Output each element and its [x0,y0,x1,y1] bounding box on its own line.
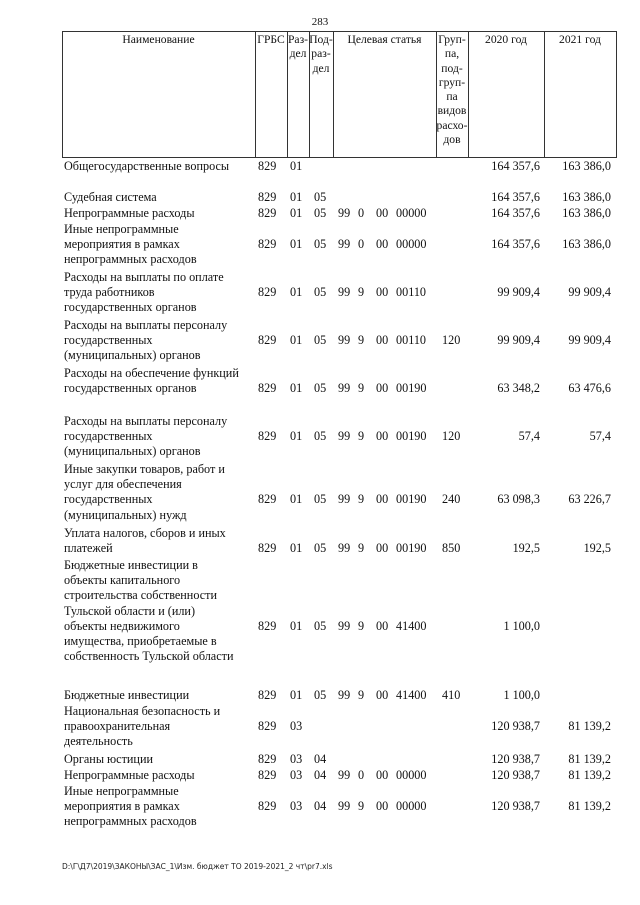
cell-t1: 99 [338,381,351,396]
cell-y2: 81 139,2 [568,768,611,782]
row-name [64,318,264,364]
header-target: Целевая статья [347,33,422,46]
cell-vr: 240 [442,492,461,507]
cell-y2: 163 386,0 [562,159,611,173]
row-name [64,270,264,316]
cell-t2: 9 [358,618,365,633]
row-name-line: государственных органов [64,381,197,396]
row-name [64,462,264,523]
row-name-line: объекты капитального [64,573,181,588]
row-name-line: труда работников [64,285,155,300]
header-name: Наименование [122,33,195,46]
header-podrazdel-line: дел [312,61,330,75]
cell-razd: 01 [290,237,303,252]
cell-t4: 00000 [396,799,427,814]
cell-t4: 00110 [396,333,427,348]
row-name-line: объекты недвижимого [64,618,180,633]
cell-podr: 04 [314,752,327,766]
cell-t2: 0 [358,768,365,782]
cell-podr: 05 [314,381,327,396]
cell-t2: 9 [358,333,365,348]
cell-podr: 05 [314,688,327,702]
cell-t1: 99 [338,285,351,300]
header-year-2021: 2021 год [559,33,601,46]
row-name-line: правоохранительная [64,719,171,734]
cell-t3: 00 [376,688,389,702]
row-name-line: непрограммных расходов [64,252,197,267]
cell-t2: 0 [358,237,365,252]
cell-t3: 00 [376,381,389,396]
cell-grbs: 829 [258,237,277,252]
cell-vr: 120 [442,429,461,444]
cell-t4: 00110 [396,285,427,300]
row-name-line: государственных [64,429,153,444]
row-name-line: непрограммных расходов [64,814,197,829]
cell-razd: 01 [290,492,303,507]
cell-grbs: 829 [258,159,277,173]
cell-razd: 01 [290,159,303,173]
cell-t3: 00 [376,237,389,252]
row-name-line: (муниципальных) органов [64,348,201,363]
row-name-line: мероприятия в рамках [64,799,180,814]
header-grbs: ГРБС [257,33,285,46]
header-group-line: дов [443,133,461,147]
cell-grbs: 829 [258,688,277,702]
row-name-line: Расходы на выплаты по оплате [64,270,224,284]
cell-t3: 00 [376,285,389,300]
header-group-line: па [446,90,458,104]
row-name [64,414,264,460]
row-name-line: Тульской области и (или) [64,603,196,618]
cell-razd: 01 [290,688,303,702]
cell-y1: 164 357,6 [491,190,540,204]
cell-t1: 99 [338,799,351,814]
row-name [64,222,264,268]
cell-podr: 05 [314,206,327,220]
row-name-line: Органы юстиции [64,752,153,766]
cell-t4: 00190 [396,381,427,396]
cell-t3: 00 [376,492,389,507]
header-group [436,33,468,147]
row-name-line: государственных [64,492,153,507]
row-name-line: Иные закупки товаров, работ и [64,462,225,476]
header-group-line: Груп- [438,33,466,46]
cell-t1: 99 [338,333,351,348]
cell-grbs: 829 [258,768,277,782]
cell-y1: 120 938,7 [491,799,540,814]
cell-podr: 05 [314,429,327,444]
row-name-line: Уплата налогов, сборов и иных [64,526,226,540]
cell-t1: 99 [338,429,351,444]
cell-razd: 01 [290,429,303,444]
cell-razd: 01 [290,190,303,204]
cell-y1: 63 348,2 [497,381,540,396]
cell-podr: 05 [314,333,327,348]
cell-t1: 99 [338,768,351,782]
cell-razd: 03 [290,752,303,766]
cell-t3: 00 [376,541,389,556]
row-name-line: Иные непрограммные [64,784,179,798]
row-name [64,366,264,396]
cell-t3: 00 [376,206,389,220]
header-razdel-line: дел [289,47,307,61]
header-podrazdel-line: Под- [309,33,333,46]
row-name-line: Расходы на выплаты персоналу [64,318,228,332]
cell-t1: 99 [338,492,351,507]
row-name-line: (муниципальных) органов [64,444,201,459]
cell-razd: 01 [290,333,303,348]
row-name [64,752,264,767]
cell-y2: 99 909,4 [568,285,611,300]
row-name-line: платежей [64,541,113,556]
cell-y1: 57,4 [518,429,540,444]
cell-y2: 81 139,2 [568,799,611,814]
header-group-line: видов [437,104,467,118]
cell-grbs: 829 [258,190,277,204]
cell-razd: 01 [290,381,303,396]
cell-grbs: 829 [258,799,277,814]
cell-razd: 01 [290,285,303,300]
cell-t4: 00190 [396,429,427,444]
cell-y1: 164 357,6 [491,237,540,252]
row-name-line: государственных [64,333,153,348]
row-name-line: Судебная система [64,190,157,204]
cell-podr: 04 [314,799,327,814]
cell-grbs: 829 [258,719,277,734]
row-name-line: услуг для обеспечения [64,477,182,492]
cell-y1: 1 100,0 [503,618,540,633]
cell-vr: 120 [442,333,461,348]
cell-grbs: 829 [258,492,277,507]
cell-grbs: 829 [258,381,277,396]
cell-t3: 00 [376,768,389,782]
cell-t2: 9 [358,799,365,814]
cell-grbs: 829 [258,429,277,444]
row-name-line: Иные непрограммные [64,222,179,236]
col-border [62,31,63,158]
header-group-line: па, [444,47,460,61]
cell-t2: 9 [358,492,365,507]
cell-t2: 0 [358,206,365,220]
row-name [64,688,264,703]
cell-y2: 63 226,7 [568,492,611,507]
cell-grbs: 829 [258,541,277,556]
row-name [64,704,264,750]
cell-y1: 120 938,7 [491,719,540,734]
cell-t4: 00000 [396,237,427,252]
cell-razd: 01 [290,541,303,556]
row-name-line: мероприятия в рамках [64,237,180,252]
cell-t4: 00190 [396,492,427,507]
cell-y1: 99 909,4 [497,285,540,300]
header-podrazdel [309,33,333,76]
header-group-line: расхо- [436,118,468,132]
cell-t2: 9 [358,381,365,396]
cell-podr: 05 [314,541,327,556]
cell-podr: 05 [314,618,327,633]
col-border [333,31,334,158]
cell-podr: 05 [314,190,327,204]
row-name-line: государственных органов [64,300,197,315]
cell-razd: 03 [290,799,303,814]
row-name-line: Непрограммные расходы [64,768,195,782]
cell-grbs: 829 [258,206,277,220]
row-name [64,190,264,205]
cell-y2: 163 386,0 [562,190,611,204]
cell-y2: 81 139,2 [568,752,611,766]
cell-t1: 99 [338,688,351,702]
col-border [255,31,256,158]
header-group-line: под- [441,61,463,75]
cell-grbs: 829 [258,285,277,300]
row-name-line: Бюджетные инвестиции в [64,558,198,572]
row-name-line: собственность Тульской области [64,649,234,664]
row-name-line: Национальная безопасность и [64,704,221,718]
cell-t1: 99 [338,206,351,220]
cell-y1: 164 357,6 [491,159,540,173]
file-path-footer: D:\Г\Д7\2019\ЗАКОНЫ\ЗАС_1\Изм. бюджет ТО 2019-2021_2 чт\pr7.xls [62,862,333,871]
row-name-line: (муниципальных) нужд [64,507,187,522]
header-group-line: груп- [438,75,466,89]
cell-t1: 99 [338,541,351,556]
cell-y2: 163 386,0 [562,237,611,252]
cell-y1: 99 909,4 [497,333,540,348]
cell-y2: 81 139,2 [568,719,611,734]
cell-t4: 00000 [396,768,427,782]
row-name-line: деятельность [64,734,133,749]
cell-y2: 57,4 [589,429,611,444]
cell-t4: 00190 [396,541,427,556]
cell-podr: 04 [314,768,327,782]
cell-razd: 03 [290,768,303,782]
header-bottom-border [62,157,617,158]
row-name [64,526,264,556]
cell-y1: 63 098,3 [497,492,540,507]
cell-y1: 1 100,0 [503,688,540,702]
cell-razd: 01 [290,618,303,633]
row-name-line: Бюджетные инвестиции [64,688,190,702]
col-border [468,31,469,158]
row-name-line: имущества, приобретаемые в [64,634,217,649]
cell-t4: 41400 [396,688,427,702]
cell-t1: 99 [338,618,351,633]
header-razdel-line: Раз- [287,33,309,46]
cell-grbs: 829 [258,618,277,633]
page-number: 283 [311,16,329,28]
cell-t4: 41400 [396,618,427,633]
cell-t1: 99 [338,237,351,252]
row-name-line: Непрограммные расходы [64,206,195,220]
cell-t3: 00 [376,618,389,633]
header-year-2020: 2020 год [485,33,527,46]
cell-razd: 03 [290,719,303,734]
cell-t2: 9 [358,688,365,702]
cell-y1: 120 938,7 [491,768,540,782]
cell-y2: 99 909,4 [568,333,611,348]
cell-podr: 05 [314,492,327,507]
cell-t2: 9 [358,429,365,444]
row-name [64,159,264,174]
row-name-line: Расходы на обеспечение функций [64,366,239,380]
row-name-line: Расходы на выплаты персоналу [64,414,228,428]
cell-podr: 05 [314,285,327,300]
cell-vr: 410 [442,688,461,702]
cell-podr: 05 [314,237,327,252]
cell-vr: 850 [442,541,461,556]
row-name [64,558,264,664]
col-border [544,31,545,158]
cell-y2: 192,5 [583,541,611,556]
col-border [616,31,617,158]
header-razdel [287,33,309,62]
cell-grbs: 829 [258,752,277,766]
cell-t4: 00000 [396,206,427,220]
cell-t2: 9 [358,285,365,300]
cell-razd: 01 [290,206,303,220]
cell-t3: 00 [376,799,389,814]
row-name [64,206,264,221]
cell-y2: 163 386,0 [562,206,611,220]
cell-t3: 00 [376,429,389,444]
cell-t3: 00 [376,333,389,348]
header-podrazdel-line: раз- [311,47,331,61]
cell-y2: 63 476,6 [568,381,611,396]
cell-grbs: 829 [258,333,277,348]
row-name-line: строительства собственности [64,588,217,603]
cell-y1: 192,5 [512,541,540,556]
cell-y1: 164 357,6 [491,206,540,220]
cell-t2: 9 [358,541,365,556]
header-top-border [62,31,617,32]
row-name [64,784,264,830]
row-name [64,768,264,783]
row-name-line: Общегосударственные вопросы [64,159,230,173]
cell-y1: 120 938,7 [491,752,540,766]
